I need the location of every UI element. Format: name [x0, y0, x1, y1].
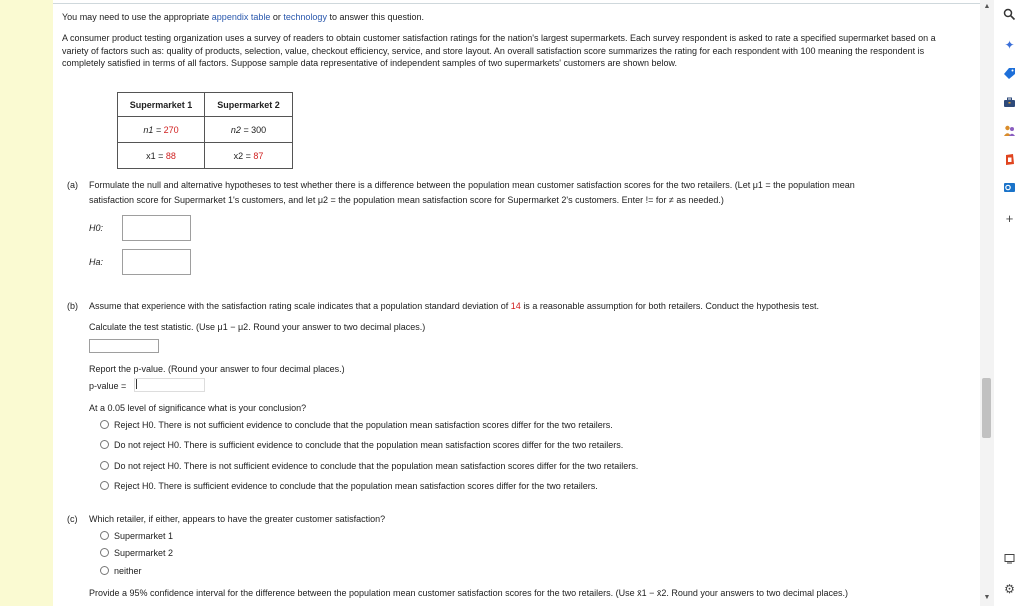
part-c-label: (c)	[67, 514, 78, 524]
tag-icon[interactable]	[1002, 67, 1017, 82]
conclusion-option-1-label: Reject H0. There is not sufficient evidence to conclude that the population mean satisfaction scores differ for the two retailers.	[114, 420, 613, 430]
part-b-text-post: is a reasonable assumption for both retailers. Conduct the hypothesis test.	[523, 301, 819, 311]
question-content	[62, 0, 972, 606]
part-c-question: Which retailer, if either, appears to have the greater customer satisfaction?	[89, 514, 386, 524]
sparkle-icon[interactable]: ✦	[1004, 38, 1015, 52]
conclusion-option-4-label: Reject H0. There is sufficient evidence to conclude that the population mean satisfaction scores differ for the two retailers.	[114, 481, 598, 491]
conclusion-option-1[interactable]	[100, 420, 613, 430]
x2-value: 87	[253, 150, 264, 161]
scrollbar-track[interactable]	[980, 0, 994, 606]
radio-button[interactable]	[100, 481, 109, 490]
technology-link[interactable]: technology	[283, 12, 327, 22]
pvalue-label: p-value =	[89, 381, 127, 391]
pvalue-input[interactable]	[134, 378, 205, 392]
settings-icon[interactable]: ⚙	[1004, 582, 1015, 596]
confidence-interval-instruction: Provide a 95% confidence interval for the difference between the population mean customer satisfaction scores for the two retailers. (Use x̄1 − x̄2. Round your answers to two decimal places.)	[89, 588, 848, 598]
plus-icon[interactable]: +	[1005, 211, 1014, 226]
ha-label: Ha:	[89, 257, 104, 267]
left-margin-stripe	[0, 0, 53, 606]
scrollbar-thumb[interactable]	[982, 378, 991, 438]
x2-label: x2 =	[233, 150, 251, 161]
problem-text: A consumer product testing organization uses a survey of readers to obtain customer satisfaction ratings for the nation's largest supermarkets. Each survey respondent is asked to rate a specified supermarket based on a variety of factors such as: quality of products, selection, value, checkout efficiency, service, and store layout. An overall satisfaction score summarizes the rating for each respondent with 100 meaning the respondent is completely satisfied in terms of all factors. Suppose sample data representative of independent samples of two supermarkets' customers are shown below.	[62, 33, 936, 68]
part-a-text-1: Formulate the null and alternative hypotheses to test whether there is a difference between the population mean customer satisfaction scores for the two retailers. (Let μ1 = the population mean	[89, 180, 855, 190]
n2-value: 300	[251, 124, 267, 135]
browser-sidebar	[994, 0, 1024, 606]
part-b-label: (b)	[67, 301, 78, 311]
part-b-text-pre: Assume that experience with the satisfaction rating scale indicates that a population standard deviation of	[89, 301, 509, 311]
sigma-value: 14	[510, 301, 521, 311]
h0-input[interactable]	[122, 215, 191, 241]
scroll-up-arrow-icon[interactable]: ▲	[983, 3, 991, 10]
radio-button[interactable]	[100, 548, 109, 557]
h0-label: H0:	[89, 223, 104, 233]
conclusion-question: At a 0.05 level of significance what is your conclusion?	[89, 403, 307, 413]
retailer-option-3-label: neither	[114, 566, 142, 576]
text-cursor	[136, 379, 137, 389]
table-header-supermarket-1: Supermarket 1	[118, 93, 205, 117]
retailer-option-2-label: Supermarket 2	[114, 548, 174, 558]
conclusion-option-3[interactable]	[100, 461, 638, 471]
scroll-down-arrow-icon[interactable]: ▼	[983, 594, 991, 601]
table-header-supermarket-2: Supermarket 2	[205, 93, 293, 117]
ha-input[interactable]	[122, 249, 191, 275]
n1-value: 270	[163, 124, 179, 135]
retailer-option-1[interactable]	[100, 531, 173, 541]
retailer-option-3[interactable]	[100, 566, 142, 576]
briefcase-icon[interactable]	[1002, 96, 1017, 111]
x1-label: x1 =	[146, 150, 164, 161]
pvalue-instruction: Report the p-value. (Round your answer to four decimal places.)	[89, 364, 345, 374]
intro-line	[62, 12, 424, 22]
search-icon[interactable]	[1002, 8, 1017, 23]
retailer-option-2[interactable]	[100, 548, 173, 558]
conclusion-option-2-label: Do not reject H0. There is sufficient evidence to conclude that the population mean satisfaction scores differ for the two retailers.	[114, 440, 624, 450]
people-icon[interactable]	[1002, 124, 1017, 139]
table-cell-n1	[118, 117, 205, 143]
radio-button[interactable]	[100, 440, 109, 449]
screen-icon[interactable]	[1002, 553, 1017, 568]
radio-button[interactable]	[100, 531, 109, 540]
radio-button[interactable]	[100, 566, 109, 575]
x1-value: 88	[165, 150, 176, 161]
appendix-table-link[interactable]: appendix table	[211, 12, 271, 22]
conclusion-option-2[interactable]	[100, 440, 623, 450]
sample-data-table	[117, 92, 293, 169]
intro-tail: to answer this question.	[329, 12, 425, 22]
table-cell-n2	[205, 117, 293, 143]
retailer-option-1-label: Supermarket 1	[114, 531, 174, 541]
part-a-text-2: satisfaction score for Supermarket 1's customers, and let μ2 = the population mean satisfaction score for Supermarket 2's customers. Enter != for ≠ as needed.)	[89, 195, 724, 205]
part-a-label: (a)	[67, 180, 78, 190]
test-statistic-instruction: Calculate the test statistic. (Use μ1 − μ2. Round your answer to two decimal places.)	[89, 322, 426, 332]
test-statistic-input[interactable]	[89, 339, 159, 353]
conclusion-option-4[interactable]	[100, 481, 598, 491]
outlook-icon[interactable]	[1002, 181, 1017, 196]
radio-button[interactable]	[100, 420, 109, 429]
table-cell-x1	[118, 143, 205, 169]
part-b-text	[89, 301, 819, 311]
n1-label: n1 =	[143, 124, 162, 135]
intro-or: or	[272, 12, 281, 22]
conclusion-option-3-label: Do not reject H0. There is not sufficient evidence to conclude that the population mean satisfaction scores differ for the two retailers.	[114, 461, 639, 471]
intro-lead: You may need to use the appropriate	[62, 12, 210, 22]
n2-label: n2 =	[230, 124, 249, 135]
table-cell-x2	[205, 143, 293, 169]
radio-button[interactable]	[100, 461, 109, 470]
office-icon[interactable]	[1002, 153, 1017, 168]
